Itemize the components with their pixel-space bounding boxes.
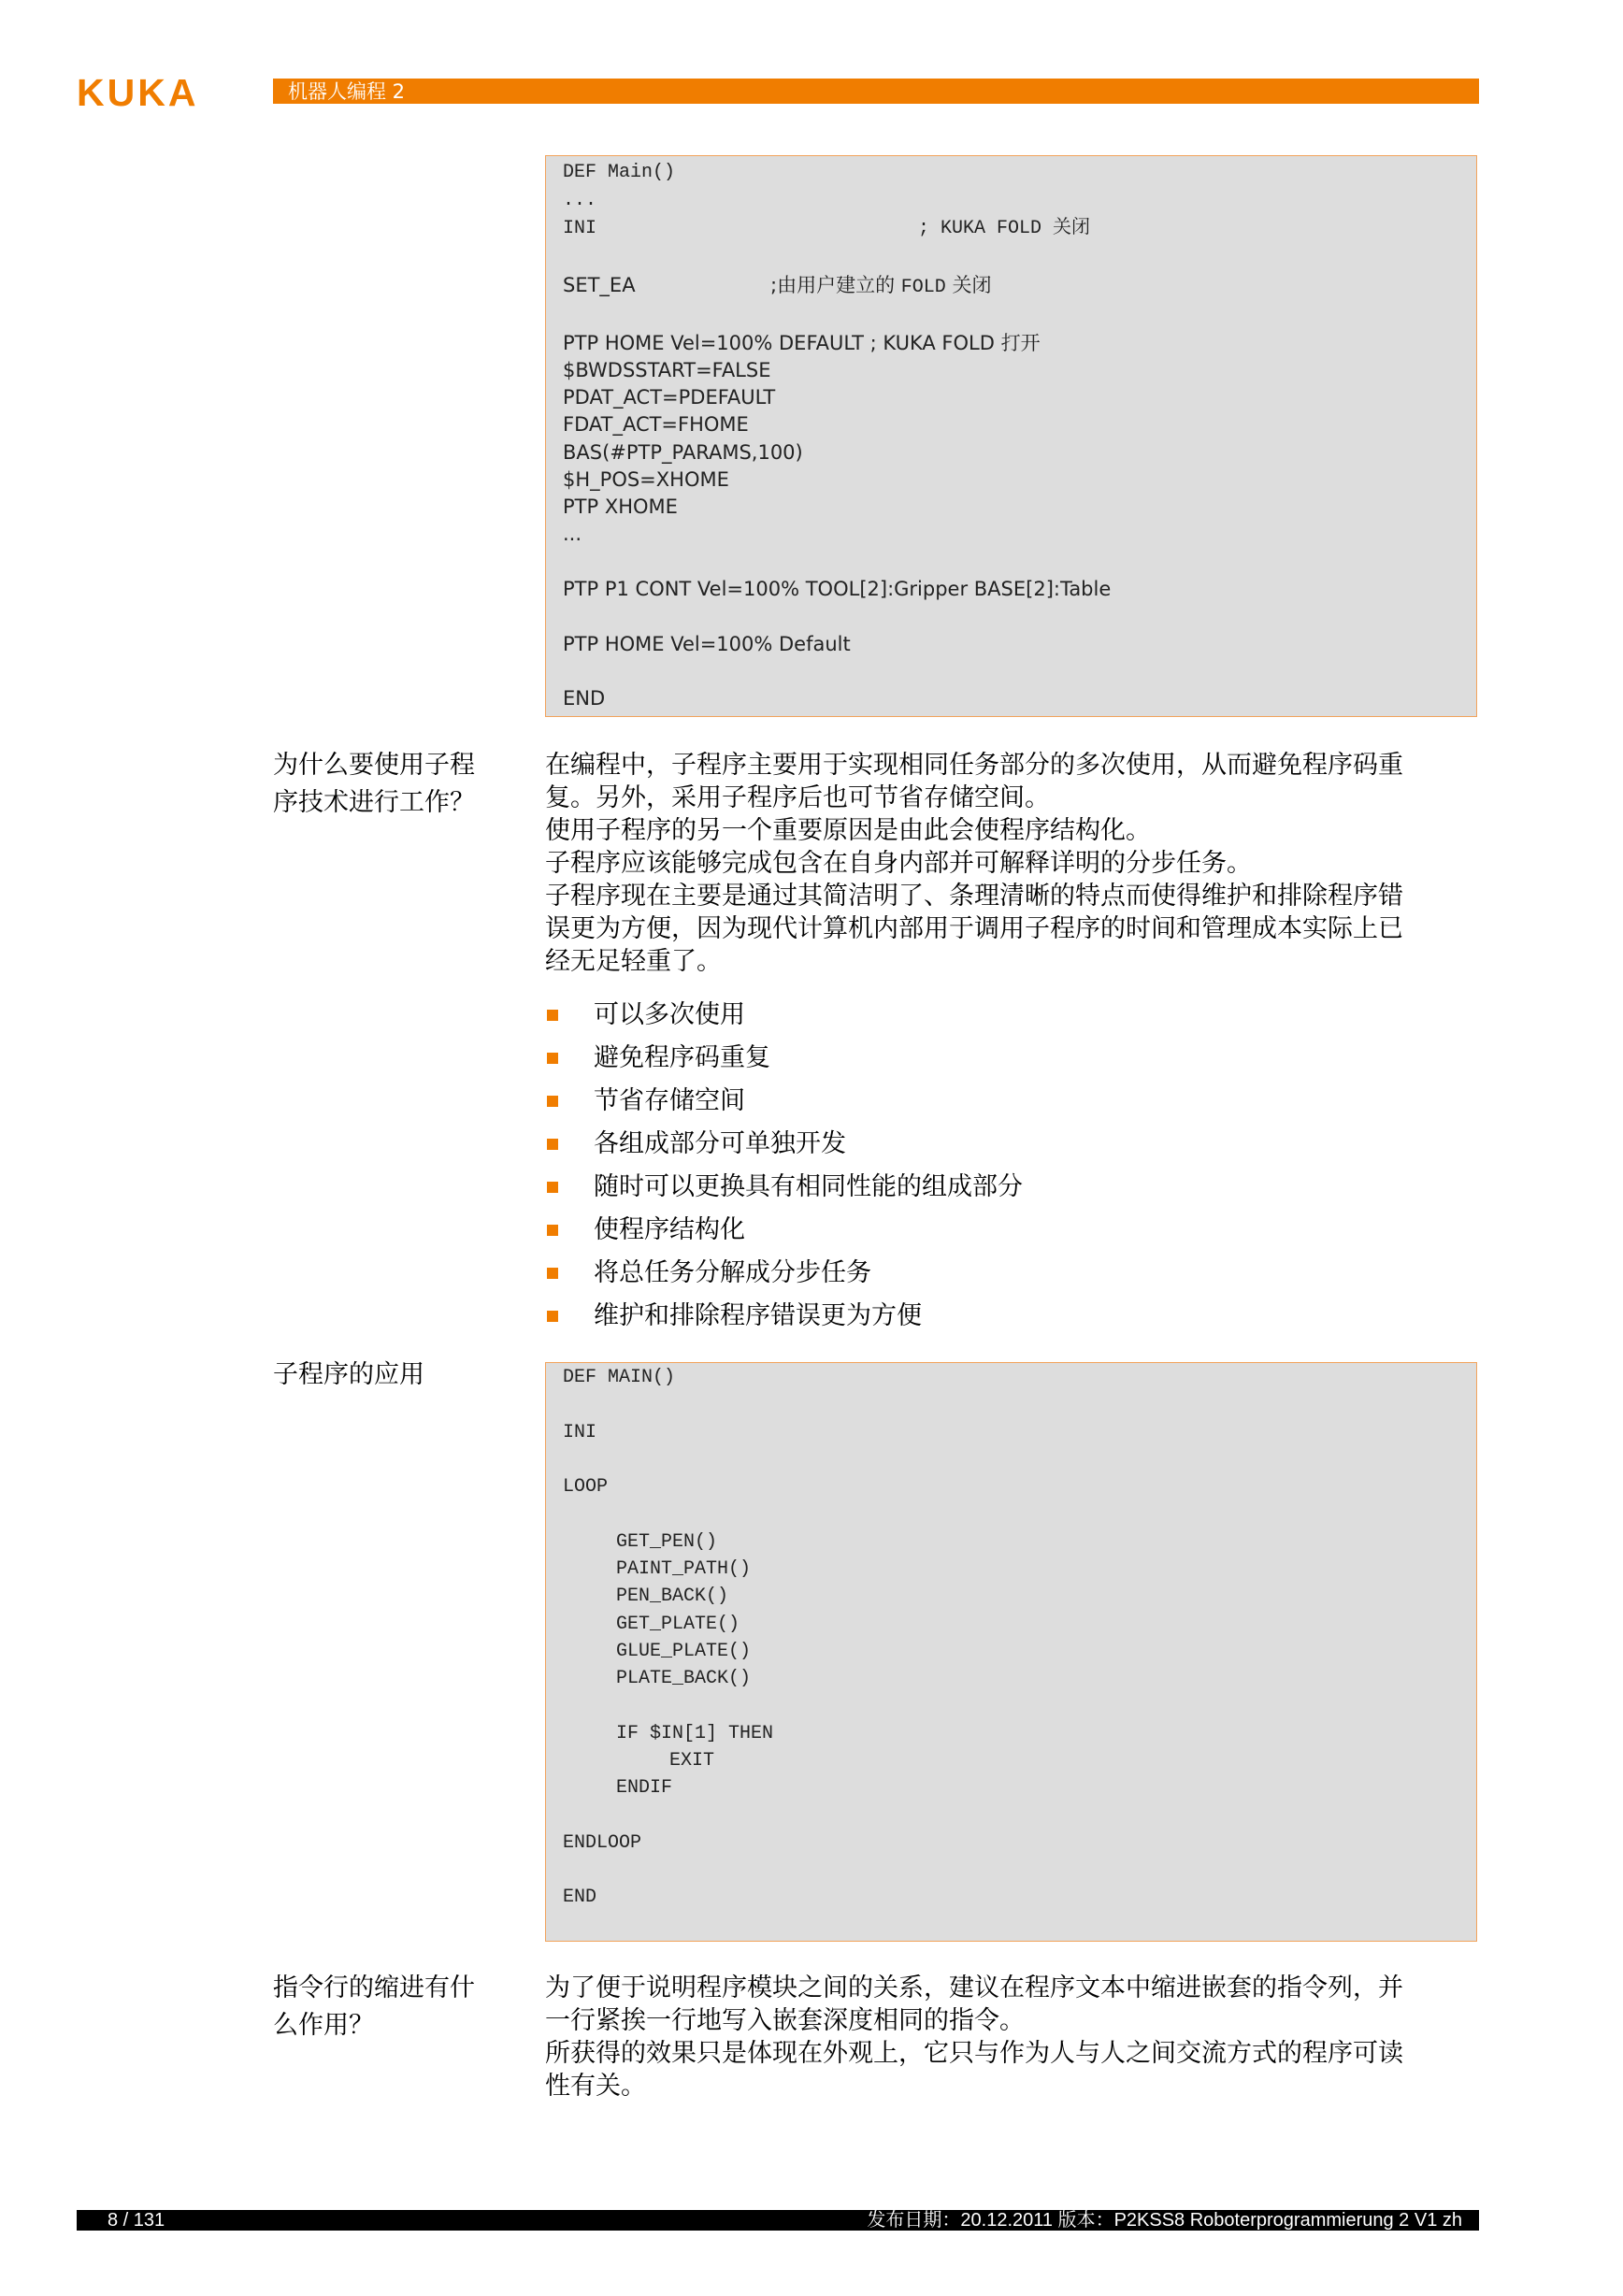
code-block-main: [545, 155, 1477, 717]
page-number: 8 / 131: [108, 2210, 165, 2231]
header-bar: [273, 79, 1479, 104]
code-line: GET_PLATE(): [616, 1614, 740, 1635]
footer-publication-info: 发布日期：20.12.2011 版本：P2KSS8 Roboterprogrammierung 2 V1 zh: [867, 2210, 1462, 2231]
code-comment: ;由用户建立的 FOLD 关闭: [770, 274, 992, 298]
section-heading-usage: 子程序的应用: [273, 1360, 424, 1389]
code-line: PEN_BACK(): [616, 1586, 729, 1607]
bullet-square-icon: [547, 1139, 558, 1150]
list-item: 将总任务分解成分步任务: [545, 1252, 1023, 1295]
code-line: END: [563, 1887, 597, 1908]
list-item: 避免程序码重复: [545, 1037, 1023, 1080]
code-block-usage: [545, 1362, 1477, 1942]
bullet-square-icon: [547, 1268, 558, 1279]
code-line: PTP HOME Vel=100% Default: [563, 633, 851, 655]
code-line: PAINT_PATH(): [616, 1558, 752, 1580]
list-item: 各组成部分可单独开发: [545, 1123, 1023, 1166]
code-line: ...: [563, 190, 597, 211]
code-line: PTP P1 CONT Vel=100% TOOL[2]:Gripper BASE[2]:Table: [563, 578, 1112, 600]
bullet-square-icon: [547, 1182, 558, 1193]
code-line: $BWDSSTART=FALSE: [563, 359, 771, 381]
code-line: $H_POS=XHOME: [563, 468, 729, 491]
list-item: 节省存储空间: [545, 1080, 1023, 1123]
section-heading-why: 为什么要使用子程 序技术进行工作？: [273, 751, 475, 817]
benefits-list: [545, 994, 1023, 1338]
list-item: 随时可以更换具有相同性能的组成部分: [545, 1166, 1023, 1209]
code-line: DEF Main(): [563, 162, 676, 183]
code-line: PTP XHOME: [563, 495, 678, 518]
list-item: 可以多次使用: [545, 994, 1023, 1037]
kuka-logo: KUKA: [77, 71, 199, 114]
code-comment: ; KUKA FOLD 关闭: [918, 218, 1091, 239]
code-line: ENDIF: [616, 1777, 673, 1799]
code-line: ...: [563, 523, 582, 545]
code-line: EXIT: [669, 1750, 715, 1772]
list-item: 使程序结构化: [545, 1209, 1023, 1252]
code-line: LOOP: [563, 1476, 609, 1498]
code-line: INI: [563, 218, 597, 239]
code-line: IF $IN[1] THEN: [616, 1723, 774, 1744]
bullet-square-icon: [547, 1311, 558, 1322]
bullet-square-icon: [547, 1096, 558, 1107]
bullet-square-icon: [547, 1225, 558, 1236]
code-line: SET_EA: [563, 274, 636, 296]
paragraph-why: 在编程中，子程序主要用于实现相同任务部分的多次使用，从而避免程序码重 复。另外，采用子程序后也可节省存储空间。 使用子程序的另一个重要原因是由此会使程序结构化。 子程序应该能够完成包含在自身内部并可解释详明的分步任务。 子程序现在主要是通过其简洁明了、条理清晰的特点而使得维护和排除程序错 误更为方便，因为现代计算机内部用于调用子程序的时间和管理成本实际上已 经无足轻重了。: [545, 751, 1403, 976]
code-line: INI: [563, 1422, 597, 1443]
code-line: PLATE_BACK(): [616, 1668, 752, 1689]
code-line: GET_PEN(): [616, 1531, 718, 1553]
bullet-square-icon: [547, 1053, 558, 1064]
code-line: END: [563, 687, 606, 710]
code-line: BAS(#PTP_PARAMS,100): [563, 441, 803, 464]
code-line: FDAT_ACT=FHOME: [563, 413, 749, 436]
code-line: ENDLOOP: [563, 1832, 642, 1854]
code-line: PTP HOME Vel=100% DEFAULT ; KUKA FOLD 打开: [563, 332, 1041, 354]
section-heading-indent: 指令行的缩进有什 么作用？: [273, 1973, 475, 2040]
code-line: DEF MAIN(): [563, 1367, 676, 1388]
code-line: PDAT_ACT=PDEFAULT: [563, 386, 776, 409]
list-item: 维护和排除程序错误更为方便: [545, 1295, 1023, 1338]
bullet-square-icon: [547, 1010, 558, 1021]
paragraph-indent: 为了便于说明程序模块之间的关系，建议在程序文本中缩进嵌套的指令列，并 一行紧挨一行地写入嵌套深度相同的指令。 所获得的效果只是体现在外观上，它只与作为人与人之间交流方式的程序可读 性有关。: [545, 1973, 1403, 2101]
header-title: 机器人编程 2: [288, 80, 406, 103]
code-line: GLUE_PLATE(): [616, 1641, 752, 1662]
